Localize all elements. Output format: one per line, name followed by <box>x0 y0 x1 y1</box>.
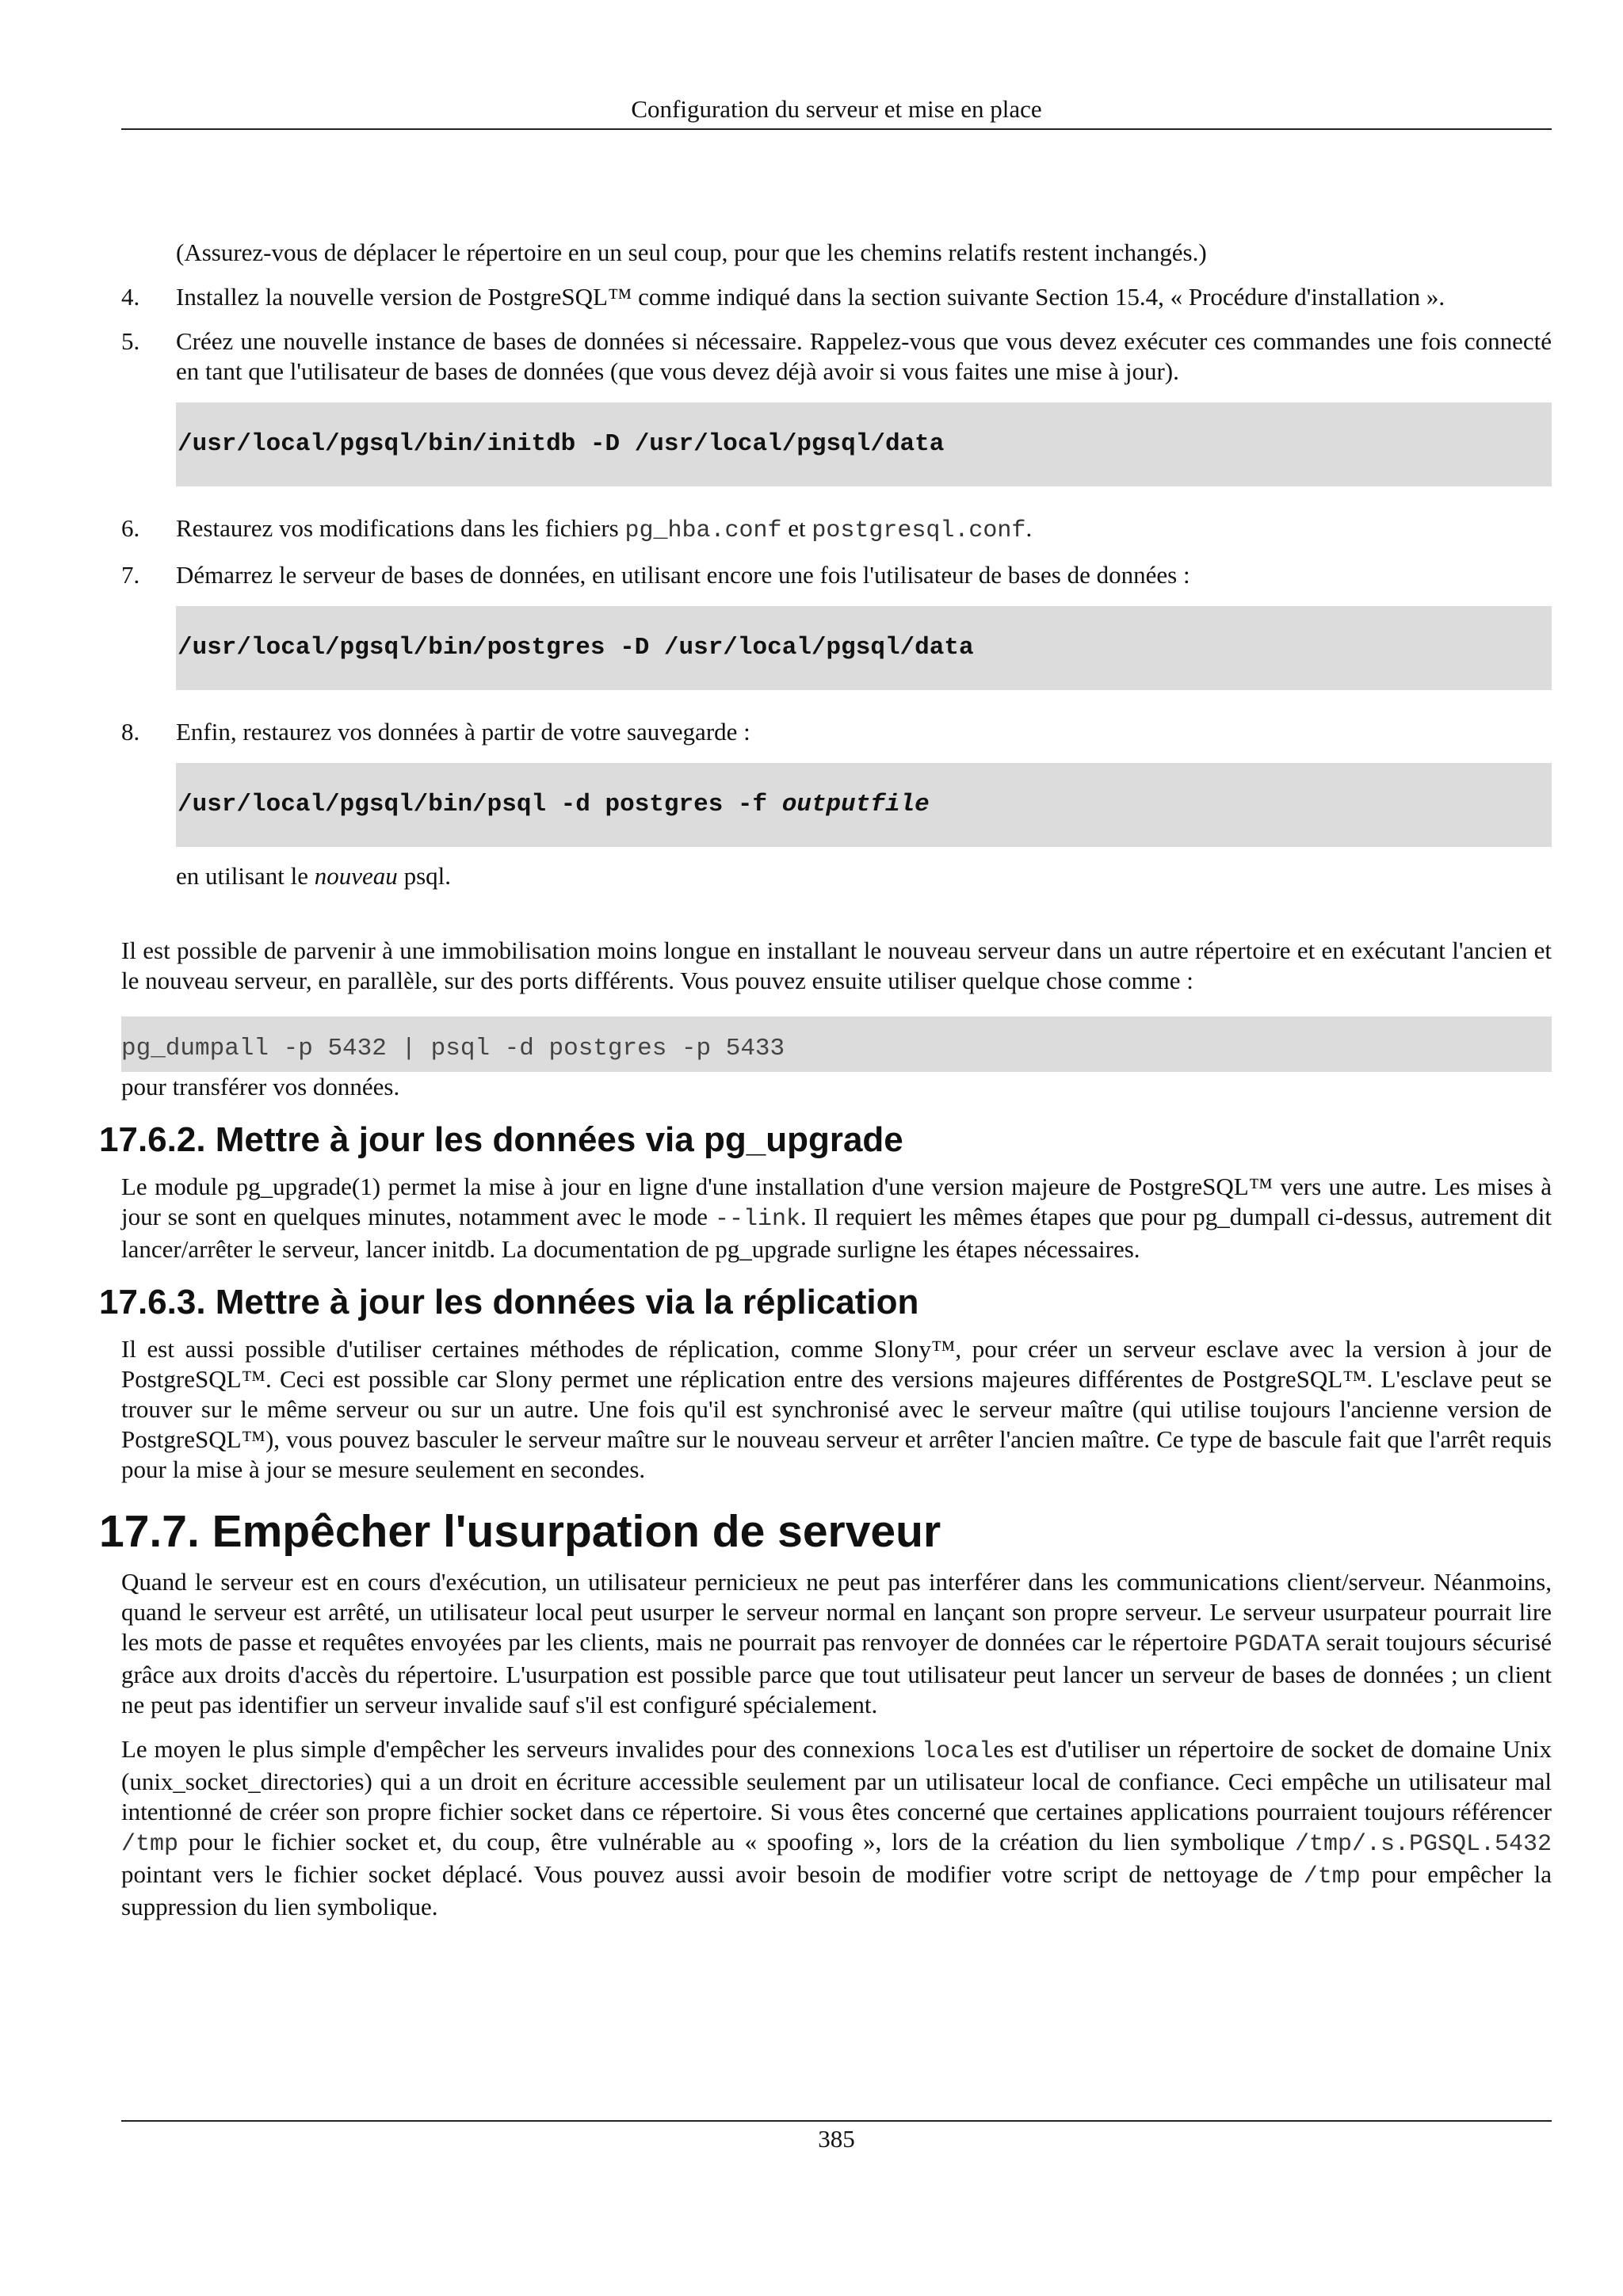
code-tmp: /tmp <box>121 1831 179 1858</box>
list-item-text: Démarrez le serveur de bases de données, en utilisant encore une fois l'utilisateur de bases de données : <box>176 561 1190 589</box>
list-item-text: Enfin, restaurez vos données à partir de votre sauvegarde : <box>176 718 750 746</box>
code-block-postgres: /usr/local/pgsql/bin/postgres -D /usr/local/pgsql/data <box>176 606 1552 690</box>
code-link-flag: --link <box>714 1206 800 1233</box>
running-header: Configuration du serveur et mise en place <box>631 95 1042 123</box>
code-argument: outputfile <box>781 791 930 818</box>
header-rule <box>121 128 1552 130</box>
text-run: Le moyen le plus simple d'empêcher les serveurs invalides pour des connexions <box>121 1735 922 1763</box>
text-run: en utilisant le <box>176 862 315 890</box>
list-item-text: Installez la nouvelle version de PostgreSQL™ comme indiqué dans la section suivante Section 15.4, « Procédure d'installation ». <box>176 283 1445 311</box>
section-heading-17-6-3: 17.6.3. Mettre à jour les données via la réplication <box>99 1283 919 1322</box>
list-item-8 <box>121 717 1552 747</box>
text-run: es est d'utiliser un répertoire de socket de domaine Unix (unix_socket_directories) qui a un droit en écriture accessible seulement par un utilisateur local de confiance. Ceci empêche un utilisateur mal intentionné de créer son propre fichier socket dans ce répertoire. Si vous êtes concerné que certaines applications pourraient toujours référencer <box>121 1735 1552 1825</box>
list-item-4 <box>121 282 1552 312</box>
code-line-pg-dumpall: pg_dumpall -p 5432 | psql -d postgres -p 5433 <box>121 1016 1552 1072</box>
section-17-7-paragraph-1 <box>121 1567 1552 1720</box>
code-block-psql <box>176 763 1552 847</box>
text-run: Restaurez vos modifications dans les fichiers <box>176 514 625 542</box>
footer-rule <box>121 2120 1552 2122</box>
text-run: Le module pg_upgrade(1) permet la mise à jour en ligne d'une installation d'une version majeure de PostgreSQL™ vers une autre. Les mises à jour se sont en quelques minutes, notamment avec le mode <box>121 1173 1552 1230</box>
text-run: psql. <box>397 862 451 890</box>
code-socket-path: /tmp/.s.PGSQL.5432 <box>1294 1831 1552 1858</box>
emphasis-nouveau: nouveau <box>314 862 398 890</box>
code-pgdata: PGDATA <box>1234 1631 1320 1658</box>
list-number: 5. <box>121 327 140 355</box>
code-local: local <box>922 1738 994 1765</box>
text-run: . <box>1025 514 1033 542</box>
section-17-7-paragraph-2 <box>121 1734 1552 1922</box>
filename-pg-hba: pg_hba.conf <box>624 517 782 544</box>
step-8-after <box>176 861 1552 891</box>
code-text: /usr/local/pgsql/bin/psql -d postgres -f <box>178 791 782 818</box>
text-run: pour le fichier socket et, du coup, être vulnérable au « spoofing », lors de la création du lien symbolique <box>178 1828 1295 1855</box>
section-heading-17-7: 17.7. Empêcher l'usurpation de serveur <box>99 1506 941 1557</box>
text-run: pour empêcher la suppression du lien symbolique. <box>121 1860 1552 1920</box>
intro-note: (Assurez-vous de déplacer le répertoire en un seul coup, pour que les chemins relatifs restent inchangés.) <box>176 238 1207 266</box>
list-number: 4. <box>121 283 140 311</box>
list-item-text <box>176 513 1552 546</box>
code-tmp: /tmp <box>1303 1863 1361 1890</box>
code-block-initdb: /usr/local/pgsql/bin/initdb -D /usr/local/pgsql/data <box>176 402 1552 486</box>
text-run: serait toujours sécurisé grâce aux droits d'accès du répertoire. L'usurpation est possible parce que tout utilisateur peut lancer un serveur de bases de données ; un client ne peut pas identifier un serveur invalide sauf s'il est configuré spécialement. <box>121 1628 1552 1718</box>
section-17-6-2-paragraph <box>121 1172 1552 1264</box>
list-item-7 <box>121 560 1552 590</box>
list-number: 7. <box>121 561 140 589</box>
list-item-6 <box>121 513 1552 546</box>
parallel-paragraph: Il est possible de parvenir à une immobilisation moins longue en installant le nouveau serveur dans un autre répertoire et en exécutant l'ancien et le nouveau serveur, en parallèle, sur des ports différents. Vous pouvez ensuite utiliser quelque chose comme : <box>121 936 1552 994</box>
list-item-text: Créez une nouvelle instance de bases de données si nécessaire. Rappelez-vous que vous devez exécuter ces commandes une fois connecté en tant que l'utilisateur de bases de données (que vous devez déjà avoir si vous faites une mise à jour). <box>176 327 1552 385</box>
text-run: Quand le serveur est en cours d'exécution, un utilisateur pernicieux ne peut pas interférer dans les communications client/serveur. Néanmoins, quand le serveur est arrêté, un utilisateur local peut usurper le serveur normal en lançant son propre serveur. Le serveur usurpateur pourrait lire les mots de passe et requêtes envoyées par les clients, mais ne pourrait pas renvoyer de données car le répertoire <box>121 1568 1552 1656</box>
filename-postgresql-conf: postgresql.conf <box>812 517 1026 544</box>
list-number: 6. <box>121 514 140 542</box>
parallel-after: pour transférer vos données. <box>121 1073 400 1100</box>
text-run: . Il requiert les mêmes étapes que pour pg_dumpall ci-dessus, autrement dit lancer/arrêter le serveur, lancer initdb. La documentation de pg_upgrade surligne les étapes nécessaires. <box>121 1203 1552 1263</box>
section-17-6-3-paragraph: Il est aussi possible d'utiliser certaines méthodes de réplication, comme Slony™, pour créer un serveur esclave avec la version à jour de PostgreSQL™. Ceci est possible car Slony permet une réplication entre des versions majeures différentes de PostgreSQL™. L'esclave peut se trouver sur le même serveur ou sur un autre. Une fois qu'il est synchronisé avec le serveur maître (qui utilise toujours l'ancienne version de PostgreSQL™), vous pouvez basculer le serveur maître sur le nouveau serveur et arrêter l'ancien maître. Ce type de bascule fait que l'arrêt requis pour la mise à jour se mesure seulement en secondes. <box>121 1335 1552 1483</box>
list-item-5 <box>121 326 1552 387</box>
page-content <box>99 238 1552 1922</box>
text-run: pointant vers le fichier socket déplacé. Vous pouvez aussi avoir besoin de modifier votre script de nettoyage de <box>121 1860 1304 1888</box>
page-number: 385 <box>818 2125 855 2153</box>
list-number: 8. <box>121 718 140 746</box>
section-heading-17-6-2: 17.6.2. Mettre à jour les données via pg_upgrade <box>99 1120 903 1159</box>
text-run: et <box>781 514 812 542</box>
